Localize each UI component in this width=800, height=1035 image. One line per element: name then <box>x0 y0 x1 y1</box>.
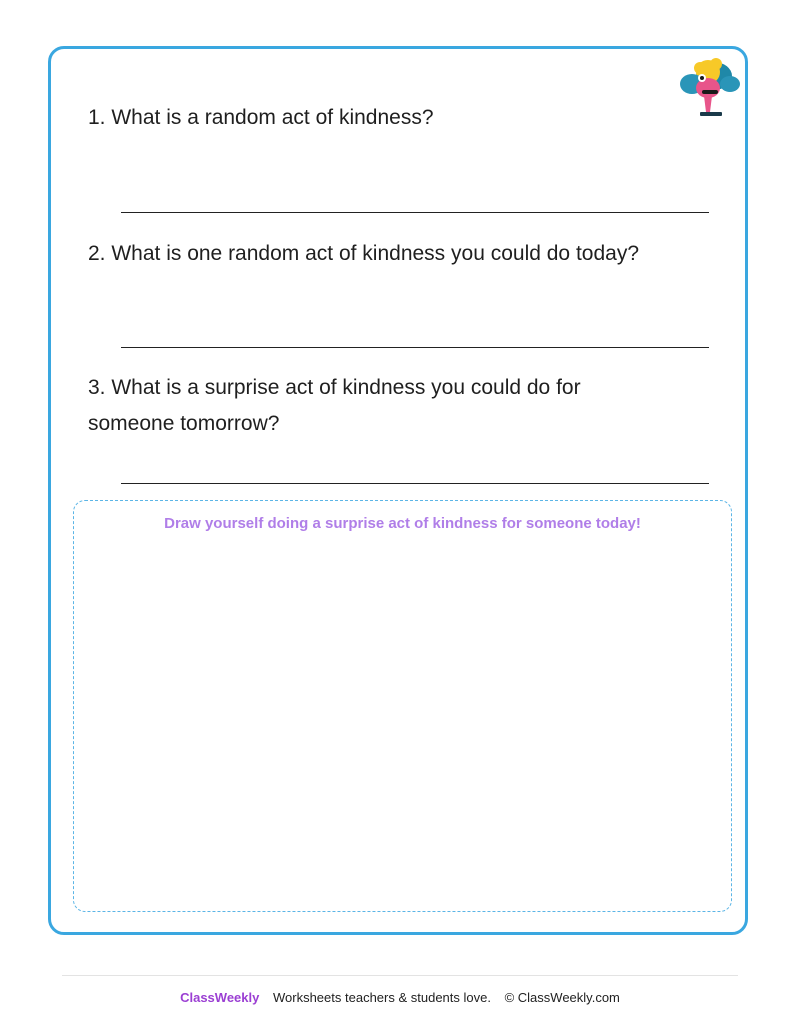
drawing-area[interactable] <box>73 500 732 912</box>
question-3: 3. What is a surprise act of kindness you could do for someone tomorrow? <box>88 376 581 435</box>
footer-divider <box>62 975 738 976</box>
footer-brand: ClassWeekly <box>180 990 260 1005</box>
question-2: 2. What is one random act of kindness you could do today? <box>88 242 639 265</box>
question-1: 1. What is a random act of kindness? <box>88 106 434 129</box>
footer-tagline: Worksheets teachers & students love. <box>272 990 491 1005</box>
answer-line-2[interactable] <box>121 347 709 348</box>
drawing-prompt: Draw yourself doing a surprise act of kindness for someone today! <box>164 515 641 532</box>
answer-line-3[interactable] <box>121 483 709 484</box>
footer <box>0 990 800 1005</box>
footer-copyright: © ClassWeekly.com <box>504 990 620 1005</box>
answer-line-1[interactable] <box>121 212 709 213</box>
